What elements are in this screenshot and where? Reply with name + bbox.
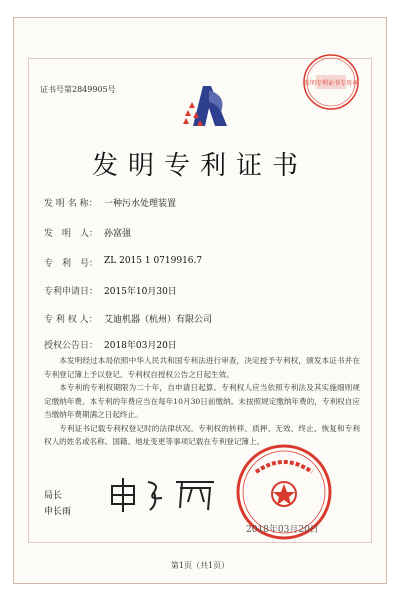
filing-date-label: 专利申请日： xyxy=(44,287,99,297)
director-signature xyxy=(104,474,224,514)
patentee-label: 专 利 权 人： xyxy=(44,315,98,325)
director-label: 局长 xyxy=(44,491,63,501)
patentee: 艾迪机器（杭州）有限公司 xyxy=(104,315,213,325)
grant-date-label: 授权公告日： xyxy=(44,341,99,351)
patent-no-label: 专 利 号： xyxy=(44,259,99,269)
patent-no: ZL 2015 1 0719916.7 xyxy=(104,256,203,266)
seal-small-label: 发明专利证书专用章 xyxy=(303,80,359,87)
body-paragraph: 本发明经过本局依照中华人民共和国专利法进行审查，决定授予专利权，颁发本证书并在专利登记簿上予以登记。专利权自授权公告之日起生效。 xyxy=(44,356,360,379)
svg-text:申长雨: 申长雨 xyxy=(164,512,167,513)
page-footer: 第1页（共1页） xyxy=(170,561,230,570)
certificate-title: 发明专利证书 xyxy=(91,151,308,181)
official-seal-small xyxy=(302,53,360,111)
certificate-body xyxy=(44,354,360,449)
invention-name-label: 发 明 名 称： xyxy=(44,199,98,209)
seal-date: 2018年03月20日 xyxy=(246,525,319,535)
inventor: 孙富强 xyxy=(104,229,132,239)
grant-date: 2018年03月20日 xyxy=(104,341,177,351)
certificate-number: 证书号第2849905号 xyxy=(40,85,116,94)
filing-date: 2015年10月30日 xyxy=(104,287,177,297)
invention-name: 一种污水处理装置 xyxy=(104,199,177,209)
patent-office-emblem xyxy=(175,82,235,132)
inventor-label: 发 明 人： xyxy=(44,229,99,239)
body-paragraph: 专利证书记载专利权登记时的法律状况。专利权的转移、质押、无效、终止、恢复和专利权人的姓名或名称、国籍、地址变更等事项记载在专利登记簿上。 xyxy=(44,423,360,446)
director-name: 申长雨 xyxy=(44,507,72,517)
body-paragraph: 本专利的专利权期限为二十年，自申请日起算。专利权人应当依照专利法及其实施细则规定缴纳年费。本专利的年费应当在每年10月30日前缴纳。未按照规定缴纳年费的，专利权自应当缴纳年费期满之日起终止。 xyxy=(44,383,360,419)
